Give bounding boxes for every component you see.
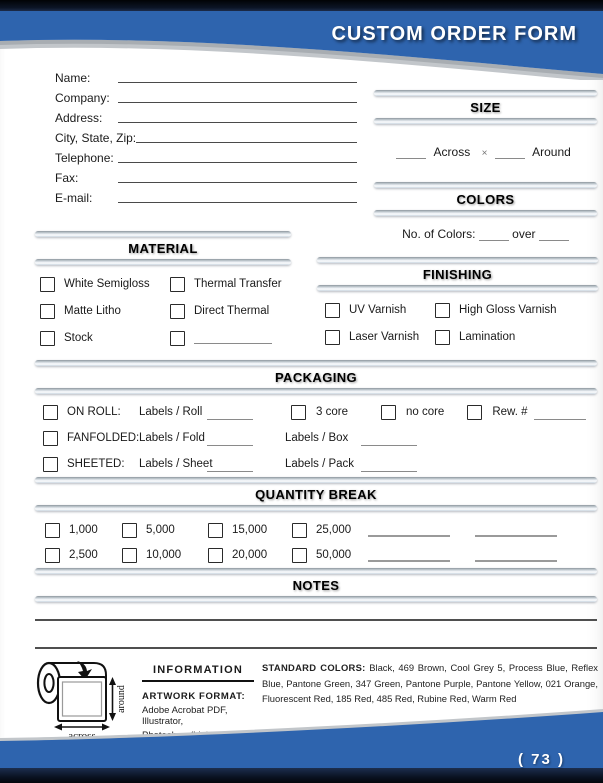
option-label: Matte Litho [64,305,121,317]
section-bar [317,285,598,291]
option-label: Laser Varnish [349,331,420,343]
standard-colors-label: STANDARD COLORS: [262,662,366,673]
option-label: High Gloss Varnish [459,304,557,316]
checkbox[interactable] [435,330,450,345]
checkbox[interactable] [170,304,185,319]
around-label: around [116,685,127,713]
material-option-matte-litho [40,304,170,318]
option-label: 3 core [316,406,348,418]
labels-per-pack-blank[interactable] [361,460,417,472]
colors-entry-line [374,227,597,241]
checkbox[interactable] [208,523,223,538]
no-of-colors-label: No. of Colors: [402,227,476,241]
quantity-row-2 [35,547,597,563]
size-across-blank[interactable] [396,147,426,159]
packaging-field-label: Labels / Roll [139,406,203,418]
material-section [35,231,291,358]
material-option-direct-thermal [170,304,291,318]
arrowhead-icon [109,677,116,685]
material-option-other [170,331,291,345]
finishing-options [317,303,598,357]
checkbox[interactable] [292,548,307,563]
option-label: 15,000 [232,524,268,536]
option-label: no core [405,406,445,418]
finishing-option-lamination [435,330,598,344]
colors-section [374,182,597,241]
section-bar [374,210,597,216]
option-label: 25,000 [316,524,352,536]
checkbox[interactable] [208,548,223,563]
size-around-blank[interactable] [495,147,525,159]
contact-fields [55,68,357,208]
field-label: Fax: [55,171,79,185]
option-no-core [373,405,444,420]
checkbox[interactable] [40,331,55,346]
quantity-option-10000 [122,548,208,563]
checkbox[interactable] [122,548,137,563]
section-bar [35,505,597,511]
packaging-field-label: Labels / Sheet [139,458,213,470]
colors-back-blank[interactable] [539,229,569,241]
checkbox[interactable] [170,277,185,292]
option-label: Thermal Transfer [194,278,282,290]
section-bar [374,118,597,124]
contact-row-company [55,88,357,108]
custom-quantity-blank[interactable] [475,548,557,562]
packaging-field-label: Labels / Box [285,432,349,444]
option-label: 1,000 [69,524,98,536]
section-bar [35,259,291,265]
custom-quantity-blank[interactable] [368,548,450,562]
field-label: Address: [55,111,103,125]
fill-in-line[interactable] [118,68,357,83]
packaging-row-sheeted [35,456,597,472]
quantity-option-50000 [292,548,368,563]
contact-row-name [55,68,357,88]
checkbox[interactable] [40,277,55,292]
finishing-option-uv-varnish [325,303,435,317]
contact-row-email [55,188,357,208]
across-label: across [68,730,96,741]
notes-section [35,568,597,649]
field-label: E-mail: [55,191,93,205]
information-title: INFORMATION [142,664,254,682]
checkbox[interactable] [325,303,340,318]
footer-swoosh [0,705,603,783]
packaging-field-label: Labels / Pack [285,458,355,470]
material-other-blank[interactable] [194,332,272,344]
packaging-section [35,360,597,482]
quantity-option-25000 [292,523,368,538]
checkbox[interactable] [325,330,340,345]
quantity-option-15000 [208,523,292,538]
option-label: 20,000 [232,549,268,561]
material-option-white-semigloss [40,277,170,291]
packaging-label: FANFOLDED: [67,432,140,444]
option-label: 10,000 [146,549,182,561]
around-label: Around [532,145,571,159]
option-rewind-number [459,404,585,420]
contact-row-address [55,108,357,128]
packaging-field-label: Labels / Fold [139,432,205,444]
fill-in-line[interactable] [136,128,357,143]
form-title: CUSTOM ORDER FORM [331,23,577,45]
artwork-format-line: Adobe Acrobat PDF, Illustrator, [142,705,228,727]
checkbox[interactable] [43,431,58,446]
finishing-section-title: FINISHING [422,267,493,282]
finishing-section [317,257,598,357]
material-option-thermal-transfer [170,277,291,291]
standard-colors-text [262,660,598,707]
packaging-row-on-roll [35,404,597,420]
option-label: UV Varnish [349,304,407,316]
material-options [35,277,291,358]
material-option-stock [40,331,170,345]
fill-in-line[interactable] [118,188,357,203]
checkbox[interactable] [381,405,396,420]
notes-line[interactable] [35,621,597,649]
option-label: Rew. # [492,406,528,418]
contact-row-fax [55,168,357,188]
fill-in-line[interactable] [118,148,357,163]
colors-front-blank[interactable] [479,229,509,241]
packaging-row-fanfolded [35,430,597,446]
across-label: Across [433,145,471,159]
quantity-section-title: QUANTITY BREAK [255,487,377,502]
custom-quantity-blank[interactable] [368,523,450,537]
labels-per-fold-blank[interactable] [207,434,253,446]
page-number: ( 73 ) [517,751,565,768]
field-label: Name: [55,71,91,85]
quantity-break-section [35,477,597,572]
fill-in-line[interactable] [118,168,357,183]
standard-colors-list: Black, 469 Brown, Cool Grey 5, Process Blue, Reflex Blue, Pantone Green, 347 Green, Pantone Purple, Pantone Yellow, 021 Orange, Fluorescent Red, 185 Red, 485 Red, Rubine Red, Warm Red [262,662,598,705]
option-label: Stock [64,332,93,344]
artwork-format-label: ARTWORK FORMAT: [142,691,246,702]
multiply-symbol: × [481,148,488,159]
option-label: 50,000 [316,549,352,561]
notes-line[interactable] [35,602,597,621]
rewind-number-blank[interactable] [534,408,586,420]
quantity-row-1 [35,522,597,538]
checkbox[interactable] [170,331,185,346]
notes-section-title: NOTES [292,578,340,593]
checkbox[interactable] [43,457,58,472]
option-label: Direct Thermal [194,305,270,317]
size-section [374,90,597,159]
option-label: 5,000 [146,524,175,536]
labels-per-box-blank[interactable] [361,434,417,446]
labels-per-sheet-blank[interactable] [207,460,253,472]
field-label: City, State, Zip: [55,131,137,145]
packaging-section-title: PACKAGING [274,370,358,385]
labels-per-roll-blank[interactable] [207,408,253,420]
field-label: Telephone: [55,151,114,165]
quantity-option-20000 [208,548,292,563]
fill-in-line[interactable] [118,108,357,123]
option-3-core [283,405,348,420]
checkbox[interactable] [435,303,450,318]
fill-in-line[interactable] [118,88,357,103]
checkbox[interactable] [45,548,60,563]
colors-section-title: COLORS [456,192,515,207]
field-label: Company: [55,91,110,105]
quantity-option-1000 [45,523,122,538]
checkbox[interactable] [40,304,55,319]
contact-row-telephone [55,148,357,168]
contact-row-city-state-zip [55,128,357,148]
size-entry-line [374,145,597,159]
checkbox[interactable] [45,523,60,538]
section-bar [35,388,597,394]
over-label: over [512,227,536,241]
quantity-option-2500 [45,548,122,563]
checkbox[interactable] [292,523,307,538]
roll-core [44,674,53,692]
checkbox[interactable] [43,405,58,420]
checkbox[interactable] [467,405,482,420]
finishing-option-laser-varnish [325,330,435,344]
packaging-label: SHEETED: [67,458,125,470]
checkbox[interactable] [122,523,137,538]
material-section-title: MATERIAL [128,241,198,256]
finishing-option-high-gloss-varnish [435,303,598,317]
quantity-option-5000 [122,523,208,538]
option-label: Lamination [459,331,516,343]
packaging-label: ON ROLL: [67,406,121,418]
option-label: White Semigloss [64,278,150,290]
checkbox[interactable] [291,405,306,420]
size-section-title: SIZE [470,100,501,115]
custom-quantity-blank[interactable] [475,523,557,537]
option-label: 2,500 [69,549,98,561]
